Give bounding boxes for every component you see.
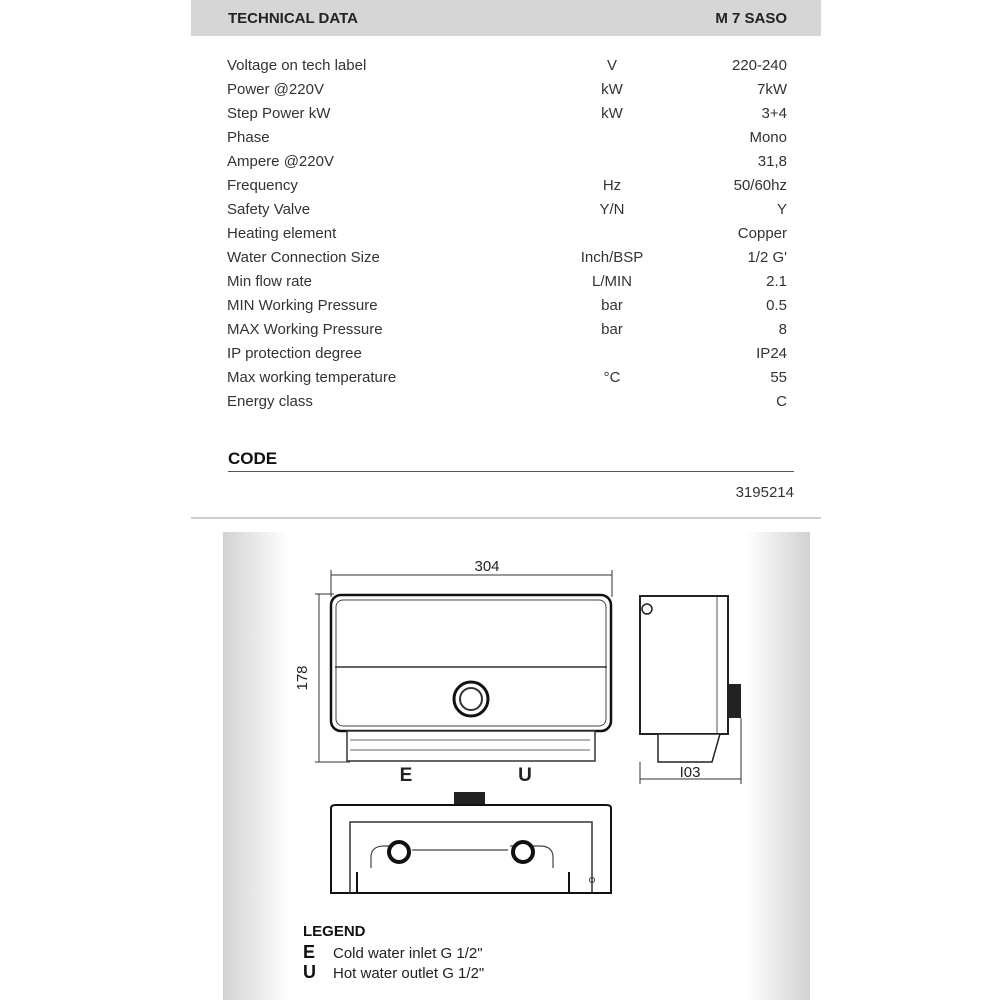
spec-label: Frequency (227, 177, 298, 194)
spec-value: Mono (749, 129, 787, 146)
spec-unit: bar (601, 321, 623, 338)
side-view-screw-icon (642, 604, 652, 614)
code-title: CODE (228, 449, 278, 468)
spec-label: Energy class (227, 393, 313, 410)
spec-value: 2.1 (766, 273, 787, 290)
legend-item (303, 942, 483, 963)
spec-label: MAX Working Pressure (227, 321, 383, 338)
spec-label: Max working temperature (227, 369, 397, 386)
side-view-body (640, 596, 728, 734)
spec-unit: L/MIN (591, 273, 632, 290)
spec-unit: bar (601, 297, 623, 314)
spec-label: Water Connection Size (227, 249, 380, 266)
spec-value: Y (776, 201, 787, 218)
inlet-letter: E (399, 765, 413, 786)
spec-label: Safety Valve (227, 201, 311, 218)
spec-value: 1/2 G' (747, 249, 787, 266)
spec-value: 31,8 (757, 153, 787, 170)
spec-value: 3+4 (761, 105, 787, 122)
legend-text: Cold water inlet G 1/2" (333, 945, 483, 962)
spec-value: 7kW (757, 81, 787, 98)
spec-label: Ampere @220V (227, 153, 334, 170)
side-view-base (658, 734, 720, 762)
spec-label: Voltage on tech label (227, 57, 367, 74)
outlet-letter: U (518, 765, 532, 786)
spec-unit: kW (601, 81, 623, 98)
spec-label: Step Power kW (227, 105, 331, 122)
legend-text: Hot water outlet G 1/2" (333, 965, 485, 982)
spec-value: 8 (778, 321, 787, 338)
spec-unit: Y/N (599, 201, 625, 218)
header-model: M 7 SASO (715, 10, 787, 27)
product-code: 3195214 (735, 484, 794, 501)
width-dimension-label: 304 (474, 558, 500, 575)
spec-label: IP protection degree (227, 345, 362, 362)
height-dimension-label: 178 (294, 665, 311, 691)
bottom-view-knob (454, 792, 485, 805)
spec-unit: kW (601, 105, 623, 122)
side-view-knob (728, 684, 741, 718)
spec-value: 220-240 (731, 57, 787, 74)
hot-outlet-connector-icon (513, 842, 533, 862)
spec-value: 50/60hz (733, 177, 787, 194)
front-view (331, 595, 611, 761)
spec-unit: °C (603, 369, 621, 386)
legend-letter: E (303, 942, 316, 962)
spec-label: MIN Working Pressure (227, 297, 378, 314)
depth-dimension-label: I03 (679, 764, 701, 781)
heater-base (347, 731, 595, 761)
spec-unit: Inch/BSP (580, 249, 644, 266)
spec-label: Power @220V (227, 81, 324, 98)
spec-unit: Hz (602, 177, 622, 194)
spec-label: Heating element (227, 225, 337, 242)
spec-label: Phase (227, 129, 270, 146)
header-title: TECHNICAL DATA (228, 10, 358, 27)
side-view (640, 596, 741, 784)
legend-item (303, 962, 484, 983)
spec-label: Min flow rate (227, 273, 313, 290)
legend-title: LEGEND (303, 923, 366, 940)
cold-inlet-connector-icon (389, 842, 409, 862)
spec-value: Copper (737, 225, 787, 242)
legend-letter: U (303, 962, 316, 982)
spec-value: 0.5 (766, 297, 787, 314)
bottom-view (331, 792, 611, 893)
spec-unit: V (606, 57, 617, 74)
spec-value: C (776, 393, 787, 410)
spec-value: 55 (770, 369, 787, 386)
spec-value: IP24 (756, 345, 787, 362)
